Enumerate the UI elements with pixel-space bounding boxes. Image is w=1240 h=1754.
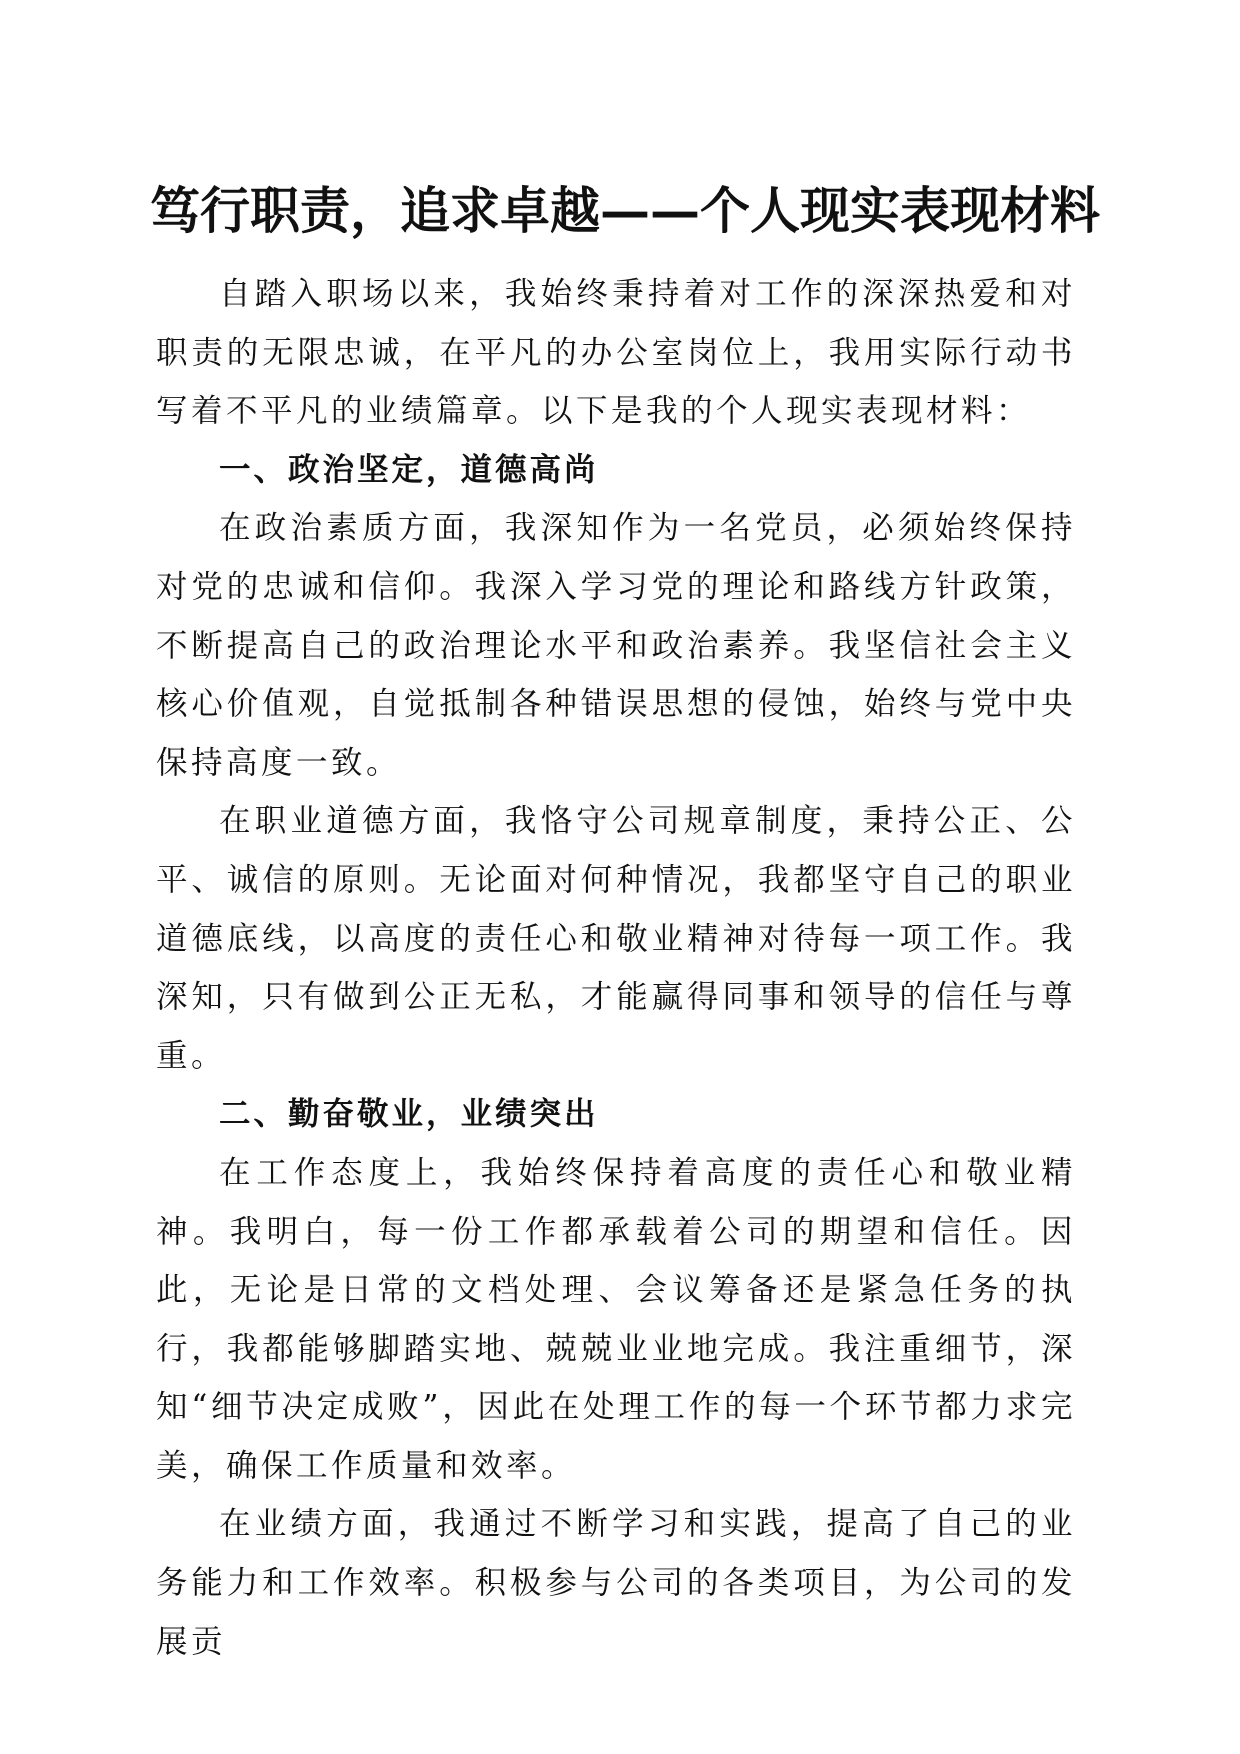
section-2-paragraph-1: 在工作态度上，我始终保持着高度的责任心和敬业精神。我明白，每一份工作都承载着公司的期望和信任。因此，无论是日常的文档处理、会议筹备还是紧急任务的执行，我都能够脚踏实地、兢兢业业地完成。我注重细节，深知“细节决定成败”，因此在处理工作的每一个环节都力求完美，确保工作质量和效率。 [156, 1154, 1076, 1484]
section-heading-1: 一、政治坚定，道德高尚 [219, 451, 599, 488]
document-body [156, 265, 1076, 1671]
section-2-paragraph-2: 在业绩方面，我通过不断学习和实践，提高了自己的业务能力和工作效率。积极参与公司的各类项目，为公司的发展贡 [156, 1506, 1076, 1660]
intro-paragraph: 自踏入职场以来，我始终秉持着对工作的深深热爱和对职责的无限忠诚，在平凡的办公室岗位上，我用实际行动书写着不平凡的业绩篇章。以下是我的个人现实表现材料： [156, 276, 1076, 430]
section-1-paragraph-2: 在职业道德方面，我恪守公司规章制度，秉持公正、公平、诚信的原则。无论面对何种情况，我都坚守自己的职业道德底线，以高度的责任心和敬业精神对待每一项工作。我深知，只有做到公正无私，才能赢得同事和领导的信任与尊重。 [156, 803, 1076, 1074]
section-heading-2: 二、勤奋敬业，业绩突出 [219, 1096, 599, 1133]
section-1-paragraph-1: 在政治素质方面，我深知作为一名党员，必须始终保持对党的忠诚和信仰。我深入学习党的理论和路线方针政策，不断提高自己的政治理论水平和政治素养。我坚信社会主义核心价值观，自觉抵制各种错误思想的侵蚀，始终与党中央保持高度一致。 [156, 510, 1076, 781]
document-title: 笃行职责，追求卓越——个人现实表现材料 [150, 181, 1100, 240]
